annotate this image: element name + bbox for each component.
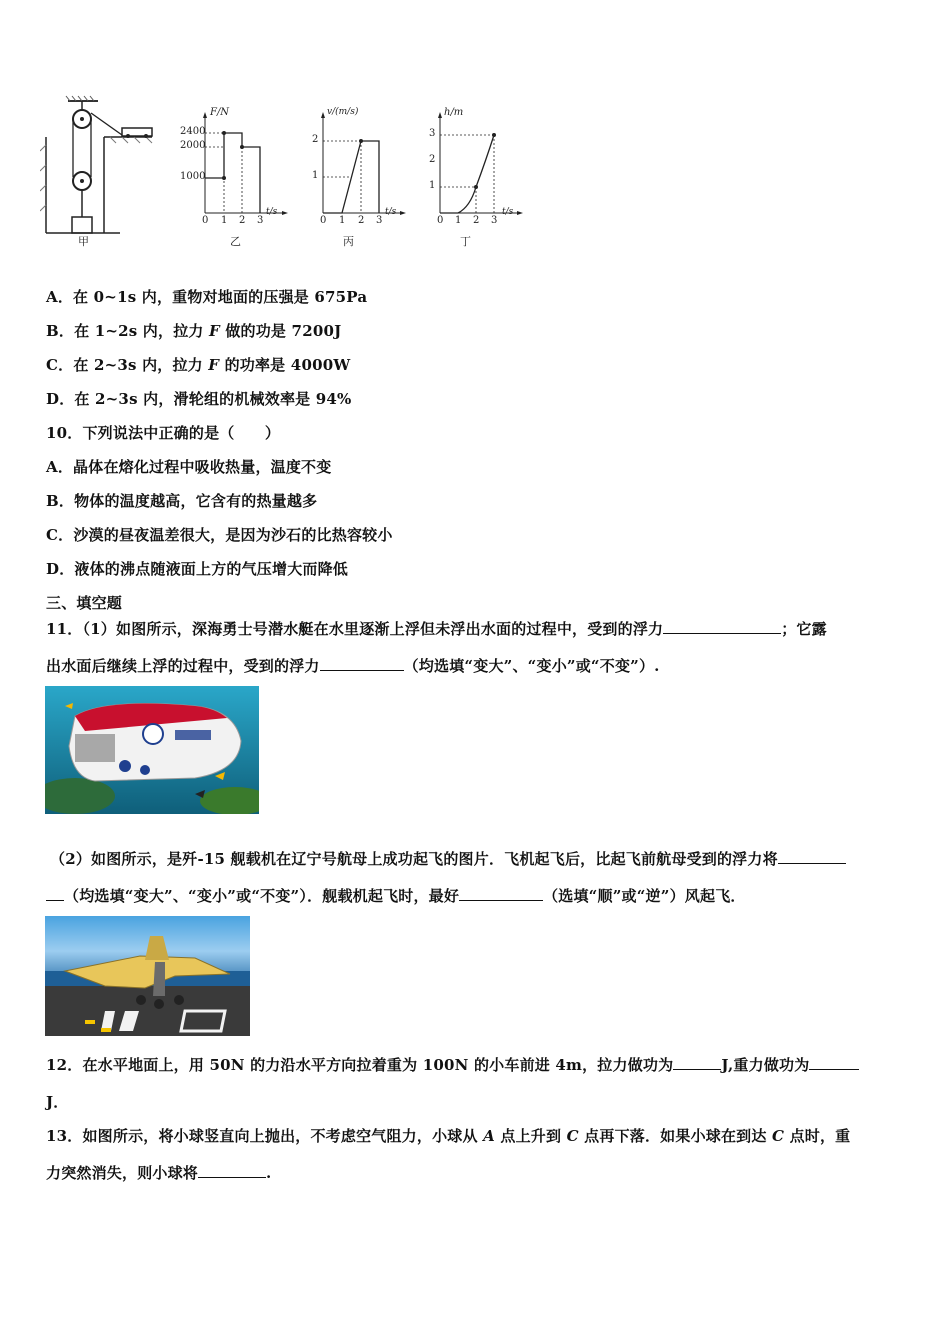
- figure-ding: [422, 95, 532, 255]
- q13-line2-text: 力突然消失，则小球将: [46, 1164, 199, 1182]
- q13-line2-tail: .: [266, 1164, 272, 1182]
- q11-blank-2: [320, 656, 404, 671]
- yi-x-tick-0: 0: [202, 215, 209, 226]
- q9-option-c-post: 的功率是 4000W: [219, 356, 351, 374]
- carrier-jet-photo: [45, 916, 250, 1036]
- q9-option-b: [46, 320, 341, 341]
- yi-x-tick-3: 3: [257, 215, 264, 226]
- ding-x-tick-2: 2: [473, 215, 480, 226]
- q12-blank-2: [809, 1055, 859, 1070]
- q11-blank-3: [778, 849, 846, 864]
- figure-yi: [180, 95, 290, 255]
- q11-part2-text: （2）如图所示，是歼-15 舰载机在辽宁号航母上成功起飞的图片．飞机起飞后，比起飞前航母受到的浮力将: [50, 850, 778, 868]
- ding-y-tick-3: 3: [429, 128, 436, 139]
- q10-option-c: C．沙漠的昼夜温差很大，是因为沙石的比热容较小: [46, 526, 393, 544]
- section-heading: 三、填空题: [46, 594, 123, 612]
- yi-x-tick-1: 1: [221, 215, 228, 226]
- q11-line2-text: 出水面后继续上浮的过程中，受到的浮力: [46, 657, 320, 675]
- figure-row: [40, 95, 540, 255]
- ding-y-tick-1: 1: [429, 180, 436, 191]
- q10-option-b: B．物体的温度越高，它含有的热量越多: [46, 492, 318, 510]
- q12-line1-text: 12．在水平地面上，用 50N 的力沿水平方向拉着重为 100N 的小车前进 4m，拉力做功为: [46, 1056, 674, 1074]
- ding-x-tick-0: 0: [437, 215, 444, 226]
- q9-option-b-pre: B．在 1~2s 内，拉力: [46, 322, 210, 340]
- q13-var-c2: C: [772, 1127, 785, 1145]
- figure-jia-label: 甲: [78, 235, 89, 248]
- q10-stem: 10．下列说法中正确的是（ ）: [46, 424, 281, 442]
- q11-line2-tail: （均选填“变大”、“变小”或“不变”）.: [403, 657, 660, 675]
- figure-bing-label: 丙: [343, 235, 354, 248]
- velocity-time-graph: [305, 95, 415, 235]
- yi-y-tick-2000: 2000: [180, 140, 206, 151]
- q11-blank-1: [663, 619, 781, 634]
- bing-y-axis-label: v/(m/s): [327, 107, 359, 117]
- q11-part1-line2: [46, 655, 660, 676]
- bing-x-tick-2: 2: [358, 215, 365, 226]
- q11-part2-line1: [50, 848, 846, 869]
- q13-var-a: A: [483, 1127, 495, 1145]
- height-time-graph: [422, 95, 532, 235]
- bing-x-tick-0: 0: [320, 215, 327, 226]
- q11-line1-text: 11．（1）如图所示，深海勇士号潜水艇在水里逐渐上浮但未浮出水面的过程中，受到的浮力: [46, 620, 664, 638]
- q9-option-b-var: F: [209, 322, 220, 340]
- q11-part2-line2-tail: （选填“顺”或“逆”）风起飞．: [543, 887, 746, 905]
- q12-line1: [46, 1054, 859, 1075]
- q9-option-c: [46, 354, 350, 375]
- q9-option-a: A．在 0~1s 内，重物对地面的压强是 675Pa: [46, 288, 368, 306]
- figure-jia: [40, 95, 160, 255]
- q13-text-3: 点再下落．如果小球在到达: [578, 1127, 772, 1145]
- q13-text-4: 点时，重: [784, 1127, 851, 1145]
- q11-part1-line1: [46, 618, 827, 639]
- q13-line2: [46, 1162, 271, 1183]
- yi-x-axis-label: t/s: [266, 207, 278, 217]
- q10-option-a: A．晶体在熔化过程中吸收热量，温度不变: [46, 458, 332, 476]
- q11-blank-4: [459, 886, 543, 901]
- q12-line1-mid: J,重力做功为: [721, 1056, 810, 1074]
- yi-x-tick-2: 2: [239, 215, 246, 226]
- ding-y-axis-label: h/m: [444, 107, 464, 118]
- pulley-diagram: [40, 95, 160, 255]
- q13-blank: [198, 1163, 266, 1178]
- q13-var-c1: C: [566, 1127, 579, 1145]
- figure-bing: [305, 95, 415, 255]
- submarine-photo: [45, 686, 259, 814]
- q12-blank-1: [673, 1055, 721, 1070]
- bing-y-tick-2: 2: [312, 134, 319, 145]
- q11-part2-line2-text: （均选填“变大”、“变小”或“不变”）．舰载机起飞时，最好: [64, 887, 460, 905]
- q9-option-c-var: F: [208, 356, 220, 374]
- figure-yi-label: 乙: [230, 235, 241, 248]
- bing-x-axis-label: t/s: [385, 207, 397, 217]
- ding-x-axis-label: t/s: [502, 207, 514, 217]
- ding-y-tick-2: 2: [429, 154, 436, 165]
- q13-text-2: 点上升到: [494, 1127, 567, 1145]
- ding-x-tick-3: 3: [491, 215, 498, 226]
- yi-y-tick-2400: 2400: [180, 126, 206, 137]
- bing-x-tick-3: 3: [376, 215, 383, 226]
- bing-y-tick-1: 1: [312, 170, 319, 181]
- q10-option-d: D．液体的沸点随液面上方的气压增大而降低: [46, 560, 349, 578]
- ding-x-tick-1: 1: [455, 215, 462, 226]
- yi-y-axis-label: F/N: [210, 107, 230, 118]
- q13-text-1: 13．如图所示，将小球竖直向上抛出，不考虑空气阻力，小球从: [46, 1127, 484, 1145]
- q11-blank-3-cont: [46, 886, 64, 901]
- figure-ding-label: 丁: [460, 235, 471, 248]
- q12-line2: J．: [46, 1093, 69, 1111]
- q11-part2-line2: [46, 885, 746, 906]
- yi-y-tick-1000: 1000: [180, 171, 206, 182]
- q9-option-d: D．在 2~3s 内，滑轮组的机械效率是 94%: [46, 390, 352, 408]
- bing-x-tick-1: 1: [339, 215, 346, 226]
- q13-line1: [46, 1125, 850, 1146]
- q9-option-c-pre: C．在 2~3s 内，拉力: [46, 356, 209, 374]
- q11-line1-tail: ；它露: [781, 620, 827, 638]
- q9-option-b-post: 做的功是 7200J: [219, 322, 342, 340]
